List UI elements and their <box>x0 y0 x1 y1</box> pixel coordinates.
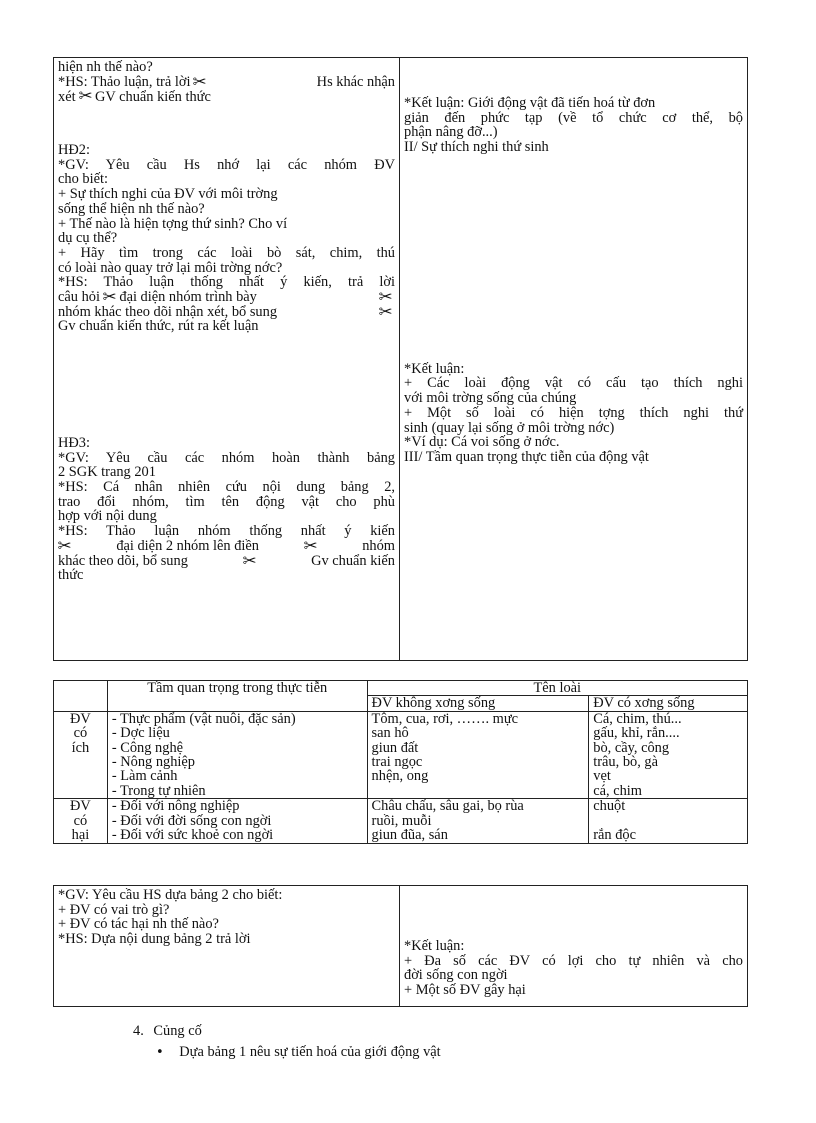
text-segment: câu hỏi <box>58 288 100 305</box>
cell-line: - Dợc liệu <box>111 725 170 742</box>
cell-line: gấu, khỉ, rắn.... <box>593 725 680 742</box>
cell-line: cá, chim <box>593 782 642 799</box>
cell-line: chuột <box>593 798 626 815</box>
cell-line: giun đũa, sán <box>371 827 448 844</box>
text-line: + Một số loài có hiện tợng thích nghi thứ <box>404 404 743 421</box>
text-segment: Hs khác nhận <box>316 73 395 90</box>
numbered-item <box>133 1024 202 1039</box>
bullet-item <box>156 1045 441 1060</box>
text-line <box>58 550 395 570</box>
conclusions-column <box>400 886 747 1006</box>
scissors-icon: ✂ <box>378 301 393 321</box>
text-line <box>58 287 395 307</box>
item-number: 4. <box>133 1023 144 1039</box>
text-segment: *HS: Thảo luận, trả lời <box>58 73 191 90</box>
lesson-table-bottom <box>53 885 748 1007</box>
text-line: đời sống con ngời <box>404 967 508 984</box>
text-line: phận nâng đỡ...) <box>404 124 498 141</box>
text-line: giản đến phức tạp (về tổ chức cơ thể, bộ <box>404 109 743 126</box>
label-line: ĐV <box>70 798 91 815</box>
cell-line: - Nông nghiệp <box>111 754 196 771</box>
cell-line: trâu, bò, gà <box>593 754 658 771</box>
cell-line: - Đối với đời sống con ngời <box>111 812 272 829</box>
scissors-icon: ✂ <box>303 536 318 556</box>
text-segment: xét <box>58 89 76 106</box>
bullet-icon: • <box>156 1045 164 1060</box>
label-line: ích <box>71 739 90 756</box>
cell-line: - Công nghệ <box>111 739 184 756</box>
table-row <box>54 799 748 844</box>
text-line: + ĐV có tác hại nh thế nào? <box>58 916 219 933</box>
activity-heading: HĐ2: <box>58 142 90 159</box>
scissors-icon: ✂ <box>242 550 257 570</box>
text-line: *Kết luận: <box>404 938 465 954</box>
text-line: cho biết: <box>58 171 108 188</box>
text-line: *HS: Thảo luận thống nhất ý kiến, trả lời <box>58 274 395 291</box>
label-line: ĐV <box>70 710 91 727</box>
cell-line: - Trong tự nhiên <box>111 782 206 799</box>
text-line: *HS: Dựa nội dung bảng 2 trả lời <box>58 931 251 948</box>
activity-heading: HĐ3: <box>58 435 90 451</box>
cell-line: - Đối với nông nghiệp <box>111 798 240 815</box>
table-cell <box>589 711 748 798</box>
text-line: trao đổi nhóm, tìm tên động vật cho phù <box>58 493 395 510</box>
cell-line: rắn độc <box>593 827 637 844</box>
text-line: + Các loài động vật có cấu tạo thích nghi <box>404 375 743 392</box>
teacher-activities-column <box>54 886 400 1006</box>
cell-line: Châu chấu, sâu gai, bọ rùa <box>371 798 524 815</box>
text-line <box>58 301 395 321</box>
text-line: + Hãy tìm trong các loài bò sát, chim, thú <box>58 244 395 261</box>
importance-table <box>53 680 748 844</box>
text-line: sinh (quay lại sống ở môi trờng nớc) <box>404 419 615 436</box>
text-line: *Ví dụ: Cá voi sống ở nớc. <box>404 434 560 451</box>
text-segment: đại diện nhóm trình bày <box>119 288 257 305</box>
cell-line: nhện, ong <box>371 768 429 785</box>
text-line: hợp với nội dung <box>58 508 157 525</box>
table-cell <box>367 711 589 798</box>
cell-line: trai ngọc <box>371 754 423 771</box>
scissors-icon: ✂ <box>57 536 72 556</box>
text-line: thức <box>58 567 84 584</box>
text-line <box>57 536 395 556</box>
scissors-icon: ✂ <box>78 86 93 106</box>
text-line: + Thế nào là hiện tợng thứ sinh? Cho ví <box>58 215 288 232</box>
row-label-useful <box>54 711 108 798</box>
table-header-row <box>54 681 748 696</box>
text-line: *Kết luận: Giới động vật đã tiến hoá từ đơn <box>404 95 656 111</box>
text-line <box>58 86 395 106</box>
cell-line: Tôm, cua, rơi, ……. mực <box>371 710 519 727</box>
text-segment: nhóm <box>362 537 395 554</box>
table-header-cell: ĐV có xơng sống <box>589 696 748 711</box>
table-cell <box>367 799 589 844</box>
cell-line: san hô <box>371 725 409 742</box>
text-line: hiện nh thế nào? <box>58 59 153 75</box>
text-line: + Sự thích nghi của ĐV với môi trờng <box>58 186 278 203</box>
scissors-icon: ✂ <box>378 287 393 307</box>
lesson-table-top <box>53 57 748 661</box>
table-cell <box>107 711 367 798</box>
cell-line: bò, cầy, công <box>593 739 670 756</box>
label-line: có <box>73 725 88 742</box>
text-segment: nhóm khác theo dõi nhận xét, bổ sung <box>58 303 278 320</box>
text-line: với môi trờng sống của chúng <box>404 390 577 407</box>
text-line: Gv chuẩn kiến thức, rút ra kết luận <box>58 318 259 335</box>
bullet-text: Dựa bảng 1 nêu sự tiến hoá của giới động vật <box>179 1044 441 1060</box>
text-segment: Gv chuẩn kiến <box>311 552 395 569</box>
table-header-cell: ĐV không xơng sống <box>367 696 589 711</box>
text-line: *HS: Cá nhân nhiên cứu nội dung bảng 2, <box>58 479 395 496</box>
text-line: *GV: Yêu cầu HS dựa bảng 2 cho biết: <box>58 887 283 903</box>
text-line: *HS: Thảo luận nhóm thống nhất ý kiến <box>58 523 395 540</box>
text-line: có loài nào quay trở lại môi trờng nớc? <box>58 259 283 276</box>
cell-line <box>593 814 743 829</box>
text-line: + ĐV có vai trò gì? <box>58 901 170 918</box>
table-header-cell <box>54 681 108 712</box>
cell-line: - Làm cảnh <box>111 768 178 785</box>
table-header-cell: Tên loài <box>367 681 747 696</box>
text-line: *Kết luận: <box>404 360 465 377</box>
table-header-cell: Tầm quan trọng trong thực tiễn <box>107 681 367 712</box>
text-line: 2 SGK trang 201 <box>58 464 156 481</box>
text-line: *GV: Yêu cầu Hs nhớ lại các nhóm ĐV <box>58 156 395 173</box>
item-text: Củng cố <box>153 1023 202 1039</box>
section-heading: III/ Tầm quan trọng thực tiễn của động vật <box>404 448 649 465</box>
text-line: dụ cụ thể? <box>58 230 118 247</box>
text-segment: đại diện 2 nhóm lên điền <box>116 537 259 554</box>
label-line: có <box>73 812 88 829</box>
label-line: hại <box>71 827 90 844</box>
row-label-harmful <box>54 799 108 844</box>
cell-line: giun đất <box>371 739 419 756</box>
scissors-icon: ✂ <box>102 287 117 307</box>
table-cell <box>107 799 367 844</box>
cell-line: vẹt <box>593 768 611 785</box>
section-heading: II/ Sự thích nghi thứ sinh <box>404 139 549 156</box>
text-line: + Một số ĐV gây hại <box>404 982 526 999</box>
cell-line: ruồi, muỗi <box>371 812 432 829</box>
cell-line: Cá, chim, thú... <box>593 710 682 727</box>
cell-line: - Đối với sức khoẻ con ngời <box>111 827 274 844</box>
text-segment: khác theo dõi, bổ sung <box>58 552 188 569</box>
table-cell <box>589 799 748 844</box>
conclusions-column <box>400 58 747 660</box>
text-line: sống thể hiện nh thế nào? <box>58 200 205 217</box>
text-line: *GV: Yêu cầu các nhóm hoàn thành bảng <box>58 449 395 466</box>
scissors-icon: ✂ <box>193 72 208 92</box>
teacher-activities-column <box>54 58 400 660</box>
text-line <box>58 72 395 92</box>
text-segment: GV chuẩn kiến thức <box>95 89 211 106</box>
cell-line: - Thực phẩm (vật nuôi, đặc sản) <box>111 710 296 727</box>
table-row <box>54 711 748 798</box>
text-line: + Đa số các ĐV có lợi cho tự nhiên và cho <box>404 952 743 969</box>
